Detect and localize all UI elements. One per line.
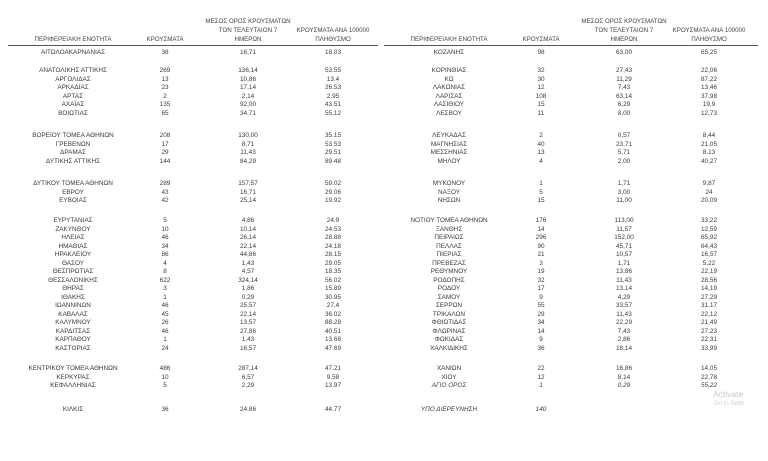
region-cell: ΓΡΕΒΕΝΩΝ: [55, 140, 91, 148]
avg-cell: 7,43: [617, 84, 631, 91]
region-cell: ΥΠΟ ΔΙΕΡΕΥΝΗΣΗ: [420, 406, 478, 413]
avg-cell: 11,29: [616, 75, 632, 83]
avg-cell: 2,14: [241, 92, 255, 100]
cases-cell: 3: [163, 285, 167, 292]
per100k-cell: 30.95: [325, 293, 341, 301]
region-cell: ΧΑΝΙΩΝ: [436, 365, 462, 372]
per100k-cell: 29.51: [325, 149, 341, 156]
cases-cell: 2: [539, 132, 543, 139]
per100k-cell: 19.92: [325, 197, 341, 204]
per100k-cell: 59.02: [325, 180, 341, 187]
region-cell: ΒΟΙΩΤΙΑΣ: [58, 109, 88, 117]
avg-cell: 7,43: [617, 327, 631, 335]
table-row: [384, 344, 754, 353]
avg-cell: 16,71: [240, 49, 256, 56]
cases-cell: 21: [537, 251, 545, 258]
region-cell: ΝΟΤΙΟΥ ΤΟΜΕΑ ΑΘΗΝΩΝ: [410, 217, 488, 224]
cases-cell: 12: [537, 84, 545, 91]
table-row: [8, 196, 378, 205]
avg-cell: 16,57: [240, 344, 256, 352]
per100k-cell: 64,43: [701, 242, 717, 250]
region-cell: ΕΥΡΥΤΑΝΙΑΣ: [53, 217, 93, 224]
avg-cell: 25,57: [240, 302, 256, 309]
region-cell: ΦΩΚΙΔΑΣ: [434, 336, 464, 343]
cases-cell: 8: [163, 268, 167, 275]
region-cell: ΛΑΣΙΘΙΟΥ: [433, 101, 465, 108]
avg-cell: 63,14: [616, 92, 632, 100]
per100k-cell: 28.88: [325, 234, 341, 241]
cases-cell: 46: [161, 327, 169, 335]
cases-cell: 29: [161, 149, 169, 156]
region-cell: ΚΑΡΔΙΤΣΑΣ: [55, 327, 91, 335]
cases-cell: 90: [537, 242, 545, 250]
avg-cell: 1,71: [617, 180, 631, 187]
cases-cell: 34: [537, 319, 545, 326]
region-cell: ΜΑΓΝΗΣΙΑΣ: [430, 140, 468, 148]
cases-cell: 17: [161, 140, 169, 148]
cases-cell: 13: [161, 75, 169, 83]
avg-cell: 152,00: [614, 234, 634, 241]
cases-cell: 9: [539, 293, 543, 301]
cases-cell: 22: [537, 365, 545, 372]
header-avg: ΜΕΣΟΣ ΟΡΟΣ ΚΡΟΥΣΜΑΤΩΝ ΤΟΝ ΤΕΛΕΥΤΑΙΟΝ 7 ΗΜΕΡΩΝ: [581, 18, 667, 43]
region-cell: ΑΡΚΑΔΙΑΣ: [57, 84, 89, 91]
region-cell: ΦΘΙΩΤΙΔΑΣ: [431, 319, 467, 326]
per100k-cell: 24.53: [325, 225, 341, 233]
avg-cell: 11,43: [240, 149, 256, 156]
avg-cell: 1,71: [617, 259, 631, 267]
cases-cell: 43: [161, 188, 169, 196]
per100k-cell: 22,31: [701, 336, 717, 343]
cases-cell: 46: [161, 234, 169, 241]
cases-cell: 46: [161, 302, 169, 309]
avg-cell: 16,71: [240, 188, 256, 196]
region-cell: ΛΕΥΚΑΔΑΣ: [432, 132, 466, 139]
header-per100k: ΚΡΟΥΣΜΑΤΑ ΑΝΑ 100000 ΠΛΗΘΥΣΜΟ: [296, 27, 370, 43]
cases-cell: 12: [537, 373, 545, 381]
region-cell: ΗΡΑΚΛΕΙΟΥ: [54, 251, 92, 258]
region-cell: ΗΜΑΘΙΑΣ: [58, 242, 88, 250]
table-row: [384, 109, 754, 118]
region-cell: ΑΧΑΪΑΣ: [61, 101, 85, 108]
cases-cell: 98: [537, 49, 545, 56]
per100k-cell: 36.02: [325, 310, 341, 318]
cases-cell: 1: [539, 180, 543, 187]
cases-cell: 65: [161, 109, 169, 117]
region-cell: ΡΟΔΟΠΗΣ: [433, 276, 465, 284]
table-header: [384, 0, 758, 46]
avg-cell: 2,29: [241, 382, 255, 389]
avg-cell: 13,14: [616, 285, 632, 292]
avg-cell: 287,14: [238, 365, 258, 372]
cases-cell: 4: [163, 259, 167, 267]
region-cell: ΡΕΘΥΜΝΟΥ: [430, 268, 468, 275]
avg-cell: 2,86: [617, 336, 631, 343]
table-row: [384, 381, 754, 390]
cases-cell: 9: [539, 336, 543, 343]
table-header: [8, 0, 378, 46]
per100k-cell: 22,06: [701, 67, 717, 74]
avg-cell: 3,00: [617, 188, 631, 196]
per100k-cell: 5,22: [702, 259, 716, 267]
per100k-cell: 56.02: [325, 276, 341, 284]
region-cell: ΕΥΒΟΙΑΣ: [59, 197, 87, 204]
avg-cell: 84,29: [240, 157, 256, 165]
cases-cell: 34: [161, 242, 169, 250]
per100k-cell: 35.15: [325, 132, 341, 139]
table-row: [8, 405, 378, 414]
cases-cell: 11: [537, 109, 545, 117]
avg-cell: 11,43: [616, 276, 632, 284]
table-row: [8, 381, 378, 390]
region-cell: ΣΕΡΡΩΝ: [435, 302, 463, 309]
cases-cell: 14: [537, 327, 545, 335]
avg-cell: 1,43: [241, 336, 255, 343]
table-row: [8, 109, 378, 118]
per100k-cell: 44.77: [325, 406, 341, 413]
region-cell: ΑΡΤΑΣ: [62, 92, 84, 100]
cases-cell: 5: [163, 382, 167, 389]
avg-cell: 0,57: [617, 132, 631, 139]
avg-cell: 92,00: [240, 101, 256, 108]
avg-cell: 11,43: [616, 310, 632, 318]
region-cell: ΚΙΛΚΙΣ: [62, 406, 84, 413]
per100k-cell: 43.51: [325, 101, 341, 108]
cases-cell: 17: [537, 285, 545, 292]
region-cell: ΧΑΛΚΙΔΙΚΗΣ: [430, 344, 468, 352]
avg-cell: 45,71: [616, 242, 632, 250]
per100k-cell: 19,9: [702, 101, 716, 108]
cases-cell: 486: [159, 365, 171, 372]
per100k-cell: 55,22: [701, 382, 717, 389]
region-cell: ΜΗΛΟΥ: [437, 157, 461, 165]
avg-cell: 0,29: [617, 382, 631, 389]
region-cell: ΔΥΤΙΚΗΣ ΑΤΤΙΚΗΣ: [45, 157, 101, 165]
per100k-cell: 55.12: [325, 109, 341, 117]
cases-cell: 38: [161, 49, 169, 56]
avg-cell: 8,14: [617, 373, 631, 381]
region-cell: ΦΛΩΡΙΝΑΣ: [432, 327, 466, 335]
region-cell: ΣΑΜΟΥ: [437, 293, 461, 301]
table-row: [384, 405, 754, 414]
per100k-cell: 13.4: [326, 75, 340, 83]
per100k-cell: 28.15: [325, 251, 341, 258]
avg-cell: 0,29: [241, 293, 255, 301]
per100k-cell: 15.89: [325, 285, 341, 292]
region-cell: ΚΕΦΑΛΛΗΝΙΑΣ: [50, 382, 96, 389]
per100k-cell: 14,19: [701, 285, 717, 292]
region-cell: ΛΑΡΙΣΑΣ: [435, 92, 463, 100]
region-cell: ΚΟΡΙΝΘΙΑΣ: [431, 67, 467, 74]
cases-cell: 30: [537, 75, 545, 83]
avg-cell: 27,43: [616, 67, 632, 74]
cases-cell: 26: [161, 319, 169, 326]
per100k-cell: 22,19: [701, 268, 717, 275]
table-row: [384, 157, 754, 166]
table-row: [8, 48, 378, 57]
per100k-cell: 65,92: [701, 234, 717, 241]
per100k-cell: 87,22: [701, 75, 717, 83]
cases-cell: 32: [537, 276, 545, 284]
cases-cell: 144: [159, 157, 171, 165]
region-cell: ΔΡΑΜΑΣ: [60, 149, 86, 156]
per100k-cell: 22,78: [701, 373, 717, 381]
avg-cell: 27,86: [240, 327, 256, 335]
region-cell: ΑΡΓΟΛΙΔΑΣ: [55, 75, 91, 83]
avg-cell: 10,57: [616, 251, 632, 258]
cases-cell: 40: [537, 140, 545, 148]
avg-cell: 8,71: [241, 140, 255, 148]
avg-cell: 22,29: [616, 319, 632, 326]
cases-cell: 5: [539, 188, 543, 196]
header-cases: ΚΡΟΥΣΜΑΤΑ: [146, 36, 184, 43]
region-cell: ΠΙΕΡΙΑΣ: [436, 251, 462, 258]
region-cell: ΘΕΣΠΡΩΤΙΑΣ: [52, 268, 94, 275]
cases-cell: 36: [537, 344, 545, 352]
avg-cell: 4,57: [241, 268, 255, 275]
avg-cell: 63,00: [616, 49, 632, 56]
per100k-cell: 88.28: [325, 319, 341, 326]
region-cell: ΙΘΑΚΗΣ: [61, 293, 85, 301]
per100k-cell: 12,59: [701, 225, 717, 233]
per100k-cell: 29.06: [325, 188, 341, 196]
cases-cell: 140: [535, 406, 547, 413]
cases-cell: 208: [159, 132, 171, 139]
per100k-cell: 8,13: [702, 149, 716, 156]
per100k-cell: 24.18: [325, 242, 341, 250]
per100k-cell: 18.03: [325, 49, 341, 56]
per100k-cell: 28,56: [701, 276, 717, 284]
cases-cell: 86: [161, 251, 169, 258]
avg-cell: 4,86: [241, 217, 255, 224]
per100k-cell: 8,44: [702, 132, 716, 139]
avg-cell: 6,57: [241, 373, 255, 381]
cases-cell: 32: [537, 67, 545, 74]
per100k-cell: 21,49: [701, 319, 717, 326]
avg-cell: 18,14: [616, 344, 632, 352]
per100k-cell: 27,29: [701, 293, 717, 301]
region-cell: ΕΒΡΟΥ: [62, 188, 84, 196]
settings-watermark: Go to Settir: [714, 401, 745, 407]
per100k-cell: 47.21: [325, 365, 341, 372]
region-cell: ΜΕΣΣΗΝΙΑΣ: [430, 149, 468, 156]
avg-cell: 25,14: [240, 197, 256, 204]
avg-cell: 17,14: [240, 84, 256, 91]
region-cell: ΠΕΛΛΑΣ: [436, 242, 462, 250]
avg-cell: 34,71: [240, 109, 256, 117]
avg-cell: 4,29: [617, 293, 631, 301]
avg-cell: 10,86: [240, 75, 256, 83]
per100k-cell: 16,57: [701, 251, 717, 258]
cases-cell: 1: [539, 382, 543, 389]
avg-cell: 1,86: [241, 285, 255, 292]
cases-cell: 2: [163, 92, 167, 100]
region-cell: ΚΑΒΑΛΑΣ: [58, 310, 88, 318]
region-cell: ΚΕΡΚΥΡΑΣ: [56, 373, 90, 381]
region-cell: ΤΡΙΚΑΛΩΝ: [432, 310, 466, 318]
per100k-cell: 12,73: [701, 109, 717, 117]
region-cell: ΛΕΣΒΟΥ: [436, 109, 462, 117]
cases-cell: 289: [159, 180, 171, 187]
region-cell: ΡΟΔΟΥ: [437, 285, 461, 292]
region-cell: ΒΟΡΕΙΟΥ ΤΟΜΕΑ ΑΘΗΝΩΝ: [32, 132, 114, 139]
avg-cell: 5,71: [617, 149, 631, 156]
per100k-cell: 27,23: [701, 327, 717, 335]
avg-cell: 157,57: [238, 180, 258, 187]
table-row: [8, 344, 378, 353]
region-cell: ΘΑΣΟΥ: [61, 259, 85, 267]
cases-cell: 296: [535, 234, 547, 241]
region-cell: ΠΡΕΒΕΖΑΣ: [432, 259, 466, 267]
cases-cell: 5: [163, 217, 167, 224]
avg-cell: 2,00: [617, 157, 631, 165]
header-cases: ΚΡΟΥΣΜΑΤΑ: [522, 36, 560, 43]
region-cell: ΔΥΤΙΚΟΥ ΤΟΜΕΑ ΑΘΗΝΩΝ: [33, 180, 113, 187]
avg-cell: 26,14: [240, 234, 256, 241]
per100k-cell: 26.53: [325, 84, 341, 91]
avg-cell: 113,00: [614, 217, 634, 224]
per100k-cell: 33,99: [701, 344, 717, 352]
region-cell: ΧΙΟΥ: [441, 373, 457, 381]
header-avg: ΜΕΣΟΣ ΟΡΟΣ ΚΡΟΥΣΜΑΤΩΝ ΤΟΝ ΤΕΛΕΥΤΑΙΟΝ 7 ΗΜΕΡΩΝ: [205, 18, 291, 43]
region-cell: ΝΗΣΩΝ: [437, 197, 461, 204]
cases-cell: 10: [161, 373, 169, 381]
per100k-cell: 47.69: [325, 344, 341, 352]
avg-cell: 8,00: [617, 109, 631, 117]
avg-cell: 6,29: [617, 101, 631, 108]
cases-cell: 10: [161, 225, 169, 233]
avg-cell: 11,00: [616, 197, 632, 204]
per100k-cell: 27,4: [326, 302, 340, 309]
per100k-cell: 33,22: [701, 217, 717, 224]
region-cell: ΑΓΙΟ ΟΡΟΣ: [431, 382, 467, 389]
per100k-cell: 31,17: [701, 302, 717, 309]
per100k-cell: 13.97: [325, 382, 341, 389]
cases-cell: 108: [535, 92, 547, 100]
cases-cell: 36: [161, 406, 169, 413]
per100k-cell: 13.68: [325, 336, 341, 343]
region-cell: ΑΙΤΩΛΟΑΚΑΡΝΑΝΙΑΣ: [40, 49, 106, 56]
avg-cell: 13,57: [240, 319, 256, 326]
avg-cell: 44,86: [240, 251, 256, 258]
region-cell: ΛΑΚΩΝΙΑΣ: [432, 84, 466, 91]
cases-cell: 45: [161, 310, 169, 318]
region-cell: ΚΕΝΤΡΙΚΟΥ ΤΟΜΕΑ ΑΘΗΝΩΝ: [28, 365, 118, 372]
cases-cell: 269: [159, 67, 171, 74]
per100k-cell: 40.51: [325, 327, 341, 335]
avg-cell: 16,86: [616, 365, 632, 372]
per100k-cell: 9.58: [326, 373, 340, 381]
region-cell: ΚΑΛΥΜΝΟΥ: [55, 319, 91, 326]
per100k-cell: 89.48: [325, 157, 341, 165]
cases-cell: 29: [537, 310, 545, 318]
region-cell: ΚΑΡΠΑΘΟΥ: [55, 336, 91, 343]
header-per100k: ΚΡΟΥΣΜΑΤΑ ΑΝΑ 100000 ΠΛΗΘΥΣΜΟ: [672, 27, 746, 43]
region-cell: ΝΑΞΟΥ: [437, 188, 461, 196]
per100k-cell: 53.53: [325, 140, 341, 148]
avg-cell: 33,57: [616, 302, 632, 309]
per100k-cell: 2.95: [326, 92, 340, 100]
cases-cell: 1: [163, 293, 167, 301]
cases-cell: 15: [537, 197, 545, 204]
per100k-cell: 24: [705, 188, 713, 196]
cases-cell: 14: [537, 225, 545, 233]
cases-cell: 23: [161, 84, 169, 91]
table-row: [8, 157, 378, 166]
per100k-cell: 53.55: [325, 67, 341, 74]
avg-cell: 324,14: [238, 276, 258, 284]
cases-cell: 176: [535, 217, 547, 224]
per100k-cell: 40,27: [701, 157, 717, 165]
per100k-cell: 21,05: [701, 140, 717, 148]
cases-cell: 19: [537, 268, 545, 275]
region-cell: ΚΟΖΑΝΗΣ: [433, 49, 465, 56]
avg-cell: 22,14: [240, 242, 256, 250]
per100k-cell: 22,12: [701, 310, 717, 318]
cases-cell: 15: [537, 101, 545, 108]
avg-cell: 1,43: [241, 259, 255, 267]
region-cell: ΞΑΝΘΗΣ: [435, 225, 463, 233]
per100k-cell: 9,87: [702, 180, 716, 187]
per100k-cell: 37,98: [701, 92, 717, 100]
cases-cell: 135: [159, 101, 171, 108]
cases-cell: 55: [537, 302, 545, 309]
region-cell: ΘΗΡΑΣ: [62, 285, 84, 292]
cases-cell: 1: [163, 336, 167, 343]
avg-cell: 10,14: [240, 225, 256, 233]
per100k-cell: 65,25: [701, 49, 717, 56]
avg-cell: 136,14: [238, 67, 258, 74]
region-cell: ΙΩΑΝΝΙΝΩΝ: [55, 302, 91, 309]
region-cell: ΠΕΙΡΑΙΩΣ: [434, 234, 464, 241]
activate-watermark: Activate: [713, 389, 744, 399]
region-cell: ΗΛΕΙΑΣ: [61, 234, 85, 241]
per100k-cell: 24.9: [326, 217, 340, 224]
avg-cell: 23,71: [616, 140, 632, 148]
header-region: ΠΕΡΙΦΕΡΕΙΑΚΗ ΕΝΟΤΗΤΑ: [410, 36, 488, 43]
per100k-cell: 20,09: [701, 197, 717, 204]
region-cell: ΚΑΣΤΟΡΙΑΣ: [55, 344, 91, 352]
per100k-cell: 18.35: [325, 268, 341, 275]
region-cell: ΚΩ: [444, 75, 454, 83]
avg-cell: 130,00: [238, 132, 258, 139]
region-cell: ΖΑΚΥΝΘΟΥ: [55, 225, 91, 233]
header-region: ΠΕΡΙΦΕΡΕΙΑΚΗ ΕΝΟΤΗΤΑ: [34, 36, 112, 43]
cases-cell: 42: [161, 197, 169, 204]
per100k-cell: 13,46: [701, 84, 717, 91]
per100k-cell: 29.05: [325, 259, 341, 267]
cases-cell: 4: [539, 157, 543, 165]
avg-cell: 22,14: [240, 310, 256, 318]
region-cell: ΘΕΣΣΑΛΟΝΙΚΗΣ: [48, 276, 98, 284]
cases-cell: 622: [159, 276, 171, 284]
cases-cell: 24: [161, 344, 169, 352]
cases-cell: 13: [537, 149, 545, 156]
table-row: [384, 196, 754, 205]
left-table: [8, 0, 378, 413]
per100k-cell: 14,05: [701, 365, 717, 372]
avg-cell: 11,57: [616, 225, 632, 233]
region-cell: ΜΥΚΟΝΟΥ: [432, 180, 466, 187]
cases-cell: 3: [539, 259, 543, 267]
table-row: [384, 48, 754, 57]
avg-cell: 24.86: [240, 406, 256, 413]
region-cell: ΑΝΑΤΟΛΙΚΗΣ ΑΤΤΙΚΗΣ: [39, 67, 107, 74]
avg-cell: 13,86: [616, 268, 632, 275]
